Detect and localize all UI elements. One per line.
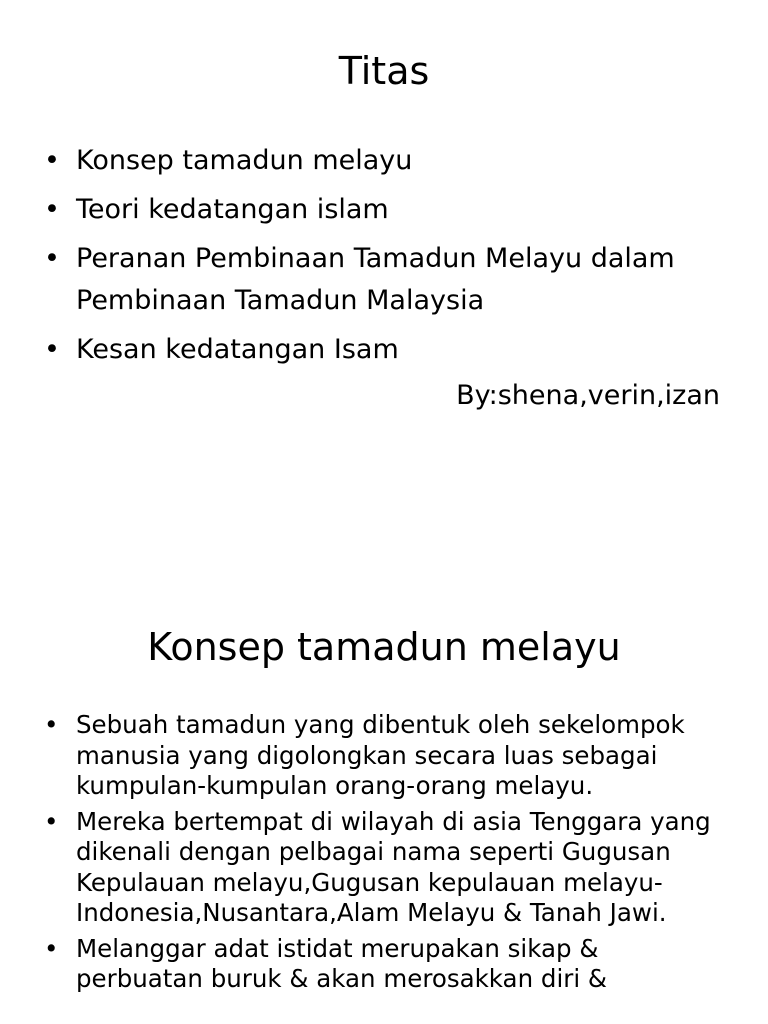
bullet-item: [44, 140, 724, 182]
bullet-list: [44, 140, 724, 378]
bullet-text: Kesan kedatangan Isam: [76, 334, 399, 365]
bullet-item: [44, 329, 724, 371]
bullet-icon: •: [44, 806, 59, 836]
bullet-list: [44, 710, 724, 1000]
bullet-item: [44, 710, 724, 802]
bullet-text: Konsep tamadun melayu: [76, 145, 413, 176]
bullet-text: Melanggar adat istidat merupakan sikap & perbuatan buruk & akan merosakkan diri &: [76, 933, 608, 993]
bullet-icon: •: [44, 194, 60, 225]
bullet-icon: •: [44, 145, 60, 176]
bullet-item: [44, 189, 724, 231]
bullet-item: [44, 934, 724, 995]
slide-konsep-tamadun-melayu: [0, 588, 768, 1024]
slide-title: Titas: [338, 49, 430, 93]
bullet-text: Teori kedatangan islam: [76, 194, 389, 225]
bullet-item: [44, 807, 724, 929]
bullet-text: Mereka bertempat di wilayah di asia Tenggara yang dikenali dengan pelbagai nama seperti Gugusan Kepulauan melayu,Gugusan kepulauan melayu-Indonesia,Nusantara,Alam Melayu & Tanah Jawi.: [76, 806, 711, 927]
slide-title: Konsep tamadun melayu: [147, 625, 621, 669]
author-byline: By:shena,verin,izan: [456, 380, 720, 411]
bullet-item: [44, 238, 724, 322]
bullet-icon: •: [44, 933, 59, 963]
bullet-icon: •: [44, 710, 59, 739]
bullet-icon: •: [44, 243, 60, 274]
bullet-text: Peranan Pembinaan Tamadun Melayu dalam Pembinaan Tamadun Malaysia: [76, 243, 675, 316]
bullet-icon: •: [44, 334, 60, 365]
bullet-text: Sebuah tamadun yang dibentuk oleh sekelompok manusia yang digolongkan secara luas sebagai kumpulan-kumpulan orang-orang melayu.: [76, 710, 685, 800]
